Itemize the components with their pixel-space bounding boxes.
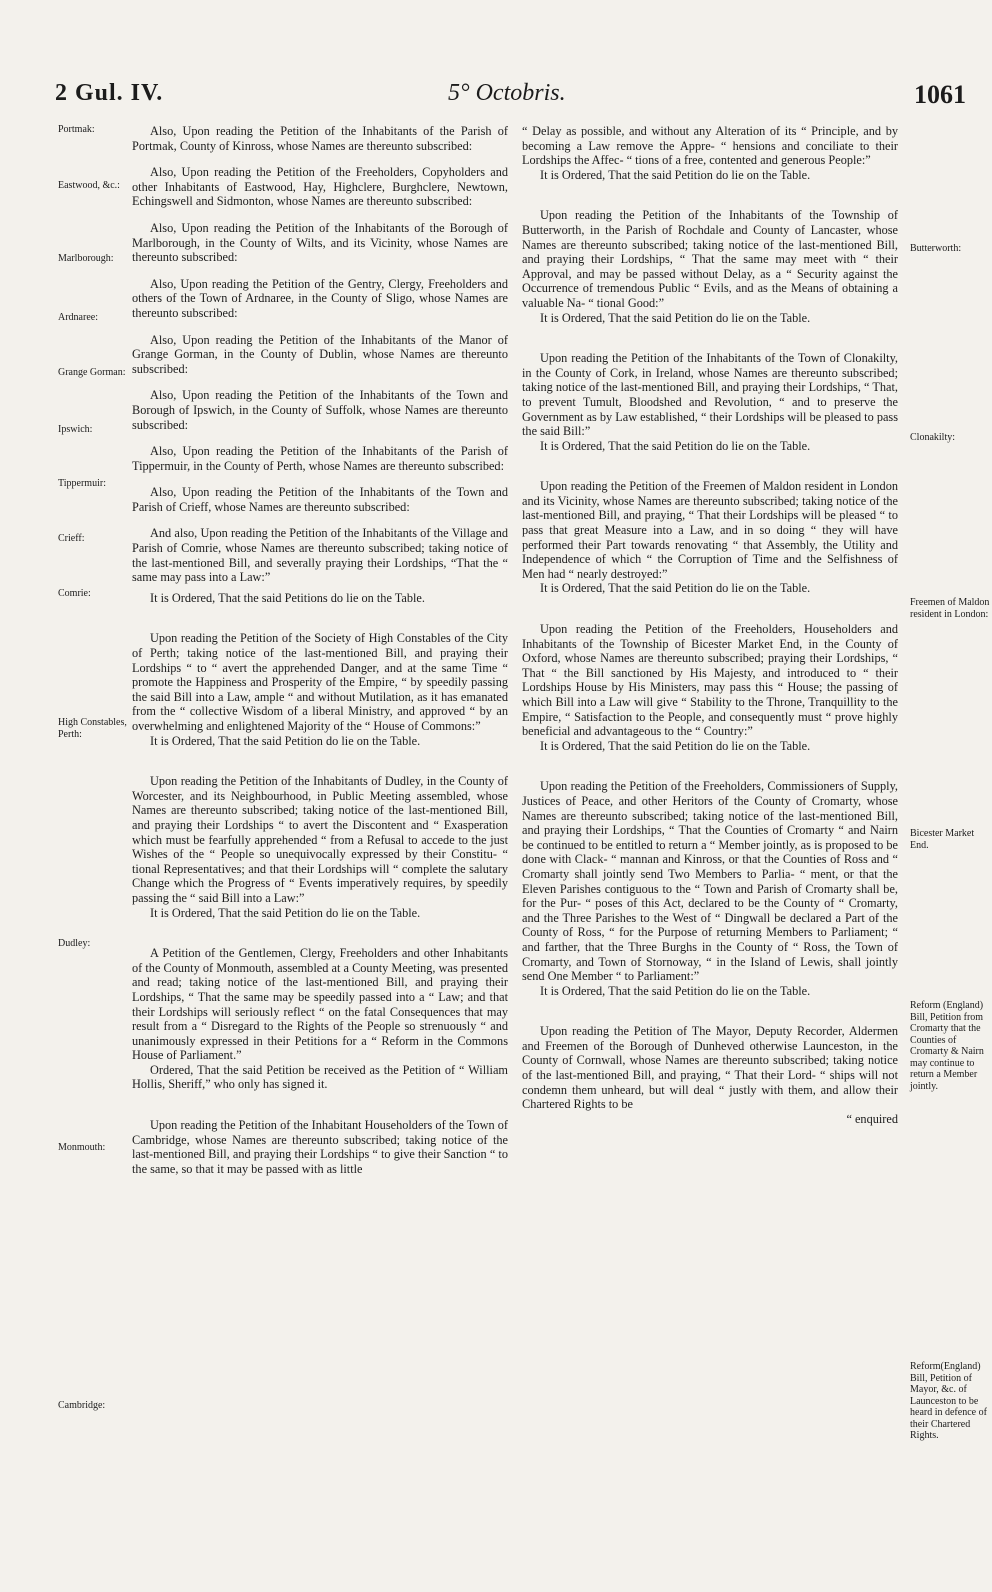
margin-note: Ipswich: [58, 424, 93, 435]
order-line: It is Ordered, That the said Petition do lie on the Table. [150, 733, 421, 748]
page-number: 1061 [914, 80, 966, 109]
order-line: It is Ordered, That the said Petition do lie on the Table. [540, 581, 811, 596]
margin-note: Tippermuir: [58, 478, 106, 489]
order-line: It is Ordered, That the said Petition do lie on the Table. [150, 905, 421, 920]
paragraph: Also, Upon reading the Petition of the Inhabitants of the Town and Borough of Ipswich, in the County of Suffolk, whose Names are thereunto subscribed: [132, 388, 508, 432]
order-line: It is Ordered, That the said Petition do lie on the Table. [540, 167, 811, 182]
paragraph: Upon reading the Petition of the Freemen of Maldon resident in London and its Vicinity, whose Names are thereunto subscribed; taking notice of the last-mentioned Bill, and praying, “ That their Lordships will be pleased “ to pass that great Measure into a Law, and in so doing “ they will have performed their Part towards renovating “ that Assembly, the Utility and Independence of which “ the Corruption of Time and the Selfishness of Men had “ nearly destroyed:” [522, 479, 898, 581]
paragraph: Upon reading the Petition of The Mayor, Deputy Recorder, Aldermen and Freemen of the Borough of Dunheved otherwise Launceston, in the County of Cornwall, whose Names are thereunto subscribed; taking notice of the last-mentioned Bill, and praying, “ That their Lord- “ ships will not condemn them unheard, but will deal “ justly with them, and allow their Chartered Rights to be [522, 1024, 898, 1112]
paragraph: Upon reading the Petition of the Inhabitants of Dudley, in the County of Worcester, and its Neighbourhood, in Public Meeting assembled, whose Names are thereunto subscribed; taking notice of the last-mentioned Bill, and praying their Lordships “ to avert the Discontent and “ Exasperation which must be fearfully apprehended “ from a Refusal to accede to the just Wishes of the “ People so unequivocally expressed by their Constitu- “ tional Representatives; and that their Lordships will “ complete the salutary Change which the Progress of “ Events imperatively requires, by speedily passing the “ said Bill into a Law:” [132, 774, 508, 905]
regnal-year: 2 Gul. IV. [55, 80, 164, 106]
order-line: It is Ordered, That the said Petition do lie on the Table. [540, 983, 811, 998]
page-header [0, 80, 992, 124]
margin-note: Bicester Market End. [910, 828, 975, 851]
margin-note: Grange Gorman: [58, 367, 126, 378]
margin-note: Marlborough: [58, 253, 114, 264]
paragraph: Also, Upon reading the Petition of the Inhabitants of the Parish of Tippermuir, in the County of Perth, whose Names are thereunto subscribed: [132, 444, 508, 473]
paragraph: “ Delay as possible, and without any Alteration of its “ Principle, and by becoming a Law remove the Appre- “ hensions and conciliate to their Lordships the Affec- “ tions of a free, contented and generous People:” [522, 124, 898, 168]
paragraph: Also, Upon reading the Petition of the Inhabitants of the Town and Parish of Crieff, whose Names are thereunto subscribed: [132, 485, 508, 514]
paragraph: Upon reading the Petition of the Inhabitants of the Township of Butterworth, in the Parish of Rochdale and County of Lancaster, whose Names are thereunto subscribed; taking notice of the last-mentioned Bill, and praying their Lordships, “ That the same may meet with “ their Approval, and may be passed without Delay, as a “ Security against the Occurrence of tremendous Public “ Evils, and as the Means of obtaining a valuable Na- “ tional Good:” [522, 208, 898, 310]
margin-note: Comrie: [58, 588, 91, 599]
order-line: It is Ordered, That the said Petition do lie on the Table. [540, 310, 811, 325]
right-column [522, 124, 898, 1126]
margin-note: Eastwood, &c.: [58, 180, 120, 191]
paragraph: Upon reading the Petition of the Inhabitants of the Town of Clonakilty, in the County of Cork, in Ireland, whose Names are thereunto subscribed; taking notice of the last-mentioned Bill, and praying their Lordships, “ That, to prevent Tumult, Bloodshed and Revolution, “ and to preserve the Government as by Law established, “ their Lordships will be pleased to pass the said Bill:” [522, 351, 898, 439]
paragraph: Also, Upon reading the Petition of the Freeholders, Copyholders and other Inhabitants of Eastwood, Hay, Highclere, Burghclere, Newtown, Echingswell and Sidmonton, whose Names are thereunto subscribed: [132, 165, 508, 209]
margin-note: Ardnaree: [58, 312, 98, 323]
order-line: It is Ordered, That the said Petitions do lie on the Table. [150, 590, 425, 605]
paragraph: Also, Upon reading the Petition of the Inhabitants of the Manor of Grange Gorman, in the County of Dublin, whose Names are thereunto subscribed: [132, 332, 508, 376]
catchword: “ enquired [846, 1111, 898, 1126]
margin-note: Crieff: [58, 533, 85, 544]
margin-note: Freemen of Maldon resident in London: [910, 597, 990, 620]
margin-note: Clonakilty: [910, 432, 955, 443]
margin-note: Butterworth: [910, 243, 962, 254]
paragraph: Also, Upon reading the Petition of the Inhabitants of the Parish of Portmak, County of Kinross, whose Names are thereunto subscribed: [132, 124, 508, 153]
paragraph: Upon reading the Petition of the Freeholders, Commissioners of Supply, Justices of Peace, and other Heritors of the County of Cromarty, whose Names are thereunto subscribed; taking notice of the last-mentioned Bill, and praying their Lordships, “ That the Counties of Cromarty “ and Nairn be continued to be entitled to return a “ Member jointly, as is proposed to be done with Clack- “ mannan and Kinross, or that the Counties of Ross and “ Cromarty shall jointly send Two Members to Parlia- “ ment, or that the Eleven Parishes contiguous to the “ Town and Parish of Cromarty shall be, for the Pur- “ poses of this Act, declared to be the County of “ Cromarty, and the Three Parishes to the West of “ Dingwall be declared a Part of the County of Ross, “ for the Purpose of returning Members to Parliament; “ and farther, that the Three Burghs in the County of “ Ross, the Town of Cromarty, and Town of Stornoway, “ in the Island of Lewis, shall jointly send One Member “ to Parliament:” [522, 779, 898, 984]
margin-note: Monmouth: [58, 1142, 106, 1153]
paragraph: A Petition of the Gentlemen, Clergy, Freeholders and other Inhabitants of the County of Monmouth, assembled at a County Meeting, was presented and read; taking notice of the last-mentioned Bill, and praying their Lordships, “ That the same may be speedily passed into a “ Law; and that their Lordships will seriously reflect “ on the fatal Consequences that may result from a “ Disregard to the Rights of the People so strenuously “ and unanimously expressed in their Petitions for a “ Reform in the Commons House of Parliament.” [132, 946, 508, 1063]
date-heading: 5° Octobris. [448, 80, 566, 106]
left-column [132, 124, 508, 1176]
margin-note: Dudley: [58, 938, 91, 949]
paragraph: And also, Upon reading the Petition of the Inhabitants of the Village and Parish of Comrie, whose Names are thereunto subscribed; taking notice of the last-mentioned Bill, and severally praying their Lordships, “That the “ same may pass into a Law:” [132, 526, 508, 585]
order-line: It is Ordered, That the said Petition do lie on the Table. [540, 438, 811, 453]
order-line: Ordered, That the said Petition be received as the Petition of “ William Hollis, Sheriff,” who only has signed it. [132, 1062, 508, 1092]
margin-note: Reform(England) Bill, Petition of Mayor, &c. of Launceston to be heard in defence of their Chartered Rights. [910, 1361, 987, 1441]
margin-note: Portmak: [58, 124, 95, 135]
paragraph: Also, Upon reading the Petition of the Gentry, Clergy, Freeholders and others of the Town of Ardnaree, in the County of Sligo, whose Names are thereunto subscribed: [132, 276, 508, 320]
paragraph: Upon reading the Petition of the Freeholders, Householders and Inhabitants of the Township of Bicester Market End, in the County of Oxford, whose Names are thereunto subscribed; praying their Lordships, “ That “ the Bill sanctioned by His Majesty, and introduced to “ their Lordships House by His Ministers, may pass this “ House; the passing of which Bill into a Law will give “ Stability to the Throne, Tranquillity to the Empire, “ Satisfaction to the People, and consequently must “ prove highly beneficial and advantageous to the “ Country:” [522, 622, 898, 739]
paragraph: Upon reading the Petition of the Inhabitant Householders of the Town of Cambridge, whose Names are thereunto subscribed; taking notice of the last-mentioned Bill, and praying their Lordships “ to give their Sanction “ to the same, so that it may be passed with as little [132, 1118, 508, 1176]
paragraph: Also, Upon reading the Petition of the Inhabitants of the Borough of Marlborough, in the County of Wilts, and its Vicinity, whose Names are thereunto subscribed: [132, 220, 508, 265]
margin-note: Cambridge: [58, 1400, 106, 1411]
margin-note: Reform (England) Bill, Petition from Cromarty that the Counties of Cromarty & Nairn may continue to return a Member jointly. [910, 1000, 984, 1092]
margin-note: High Constables, Perth: [58, 717, 127, 740]
order-line: It is Ordered, That the said Petition do lie on the Table. [540, 738, 811, 753]
paragraph: Upon reading the Petition of the Society of High Constables of the City of Perth; taking notice of the last-mentioned Bill, and praying their Lordships “ to “ avert the apprehended Danger, and at the same Time “ promote the Happiness and Prosperity of the Empire, “ by speedily passing the said Bill into a Law, ample “ and without Mutilation, as it has emanated from the “ collective Wisdom of a liberal Ministry, and approved “ by an overwhelming and enlightened Majority of the “ House of Commons:” [132, 631, 508, 733]
